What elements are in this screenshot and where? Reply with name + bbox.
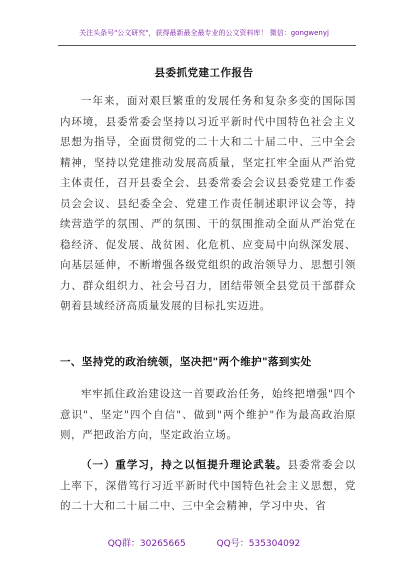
section-1-heading: 一、坚持党的政治统领，坚决把"两个维护"落到实处 xyxy=(60,356,312,368)
subsection-1-heading: （一）重学习，持之以恒提升理论武装。 xyxy=(81,459,288,471)
header-banner: 关注头条号"公文研究"，获得最新最全最专业的公文资料库！ 微信：gongwenyj xyxy=(79,29,329,37)
footer-contacts xyxy=(0,536,408,549)
footer-qq-number: QQ号：535304092 xyxy=(216,539,301,549)
subsection-1-paragraph xyxy=(60,455,356,517)
document-title: 县委抓党建工作报告 xyxy=(154,67,254,79)
header-divider xyxy=(58,45,356,46)
intro-paragraph: 一年来，面对艰巨繁重的发展任务和复杂多变的国际国内环境，县委常委会坚持以习近平新时代中国特色社会主义思想为指导，全面贯彻党的二十大和二十届二中、三中全会精神，坚持以党建推动发展高质量，坚定扛牢全面从严治党主体责任，召开县委全会、县委常委会会议县委党建工作委员会会议、县纪委全会、党建工作责任制述职评议会等，持续营造学的氛围、严的氛围、干的氛围推动全面从严治党在稳经济、促发展、战贫困、化危机、应变局中向纵深发展、向基层延伸，不断增强各级党组织的政治领导力、思想引领力、群众组织力、社会号召力，团结带领全县党员干部群众朝着县域经济高质量发展的目标扎实迈进。 xyxy=(60,95,356,312)
subsection-1-text: 县委常委会以上率下，深借笃行习近平新时代中国特色社会主义思想，党的二十大和二十届二中、三中全会精神，学习中央、省 xyxy=(60,459,356,512)
footer-qq-group: QQ群：30265665 xyxy=(107,539,186,549)
section-1-paragraph: 牢牢抓住政治建设这一首要政治任务，始终把增强"四个意识"、坚定"四个自信"、做到"两个维护"作为最高政治原则，严把政治方向，坚定政治立场。 xyxy=(60,388,356,441)
